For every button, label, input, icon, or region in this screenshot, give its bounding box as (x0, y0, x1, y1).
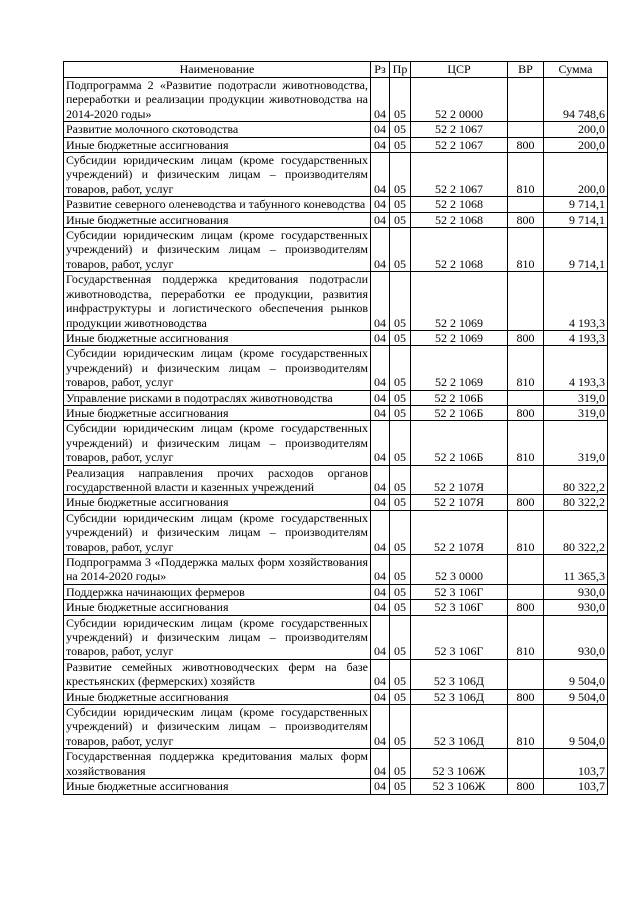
cell-pr: 05 (390, 272, 411, 331)
cell-csr: 52 3 106Г (411, 584, 508, 599)
table-row-16 (64, 510, 608, 554)
table-row-9 (64, 330, 608, 345)
cell-vr: 810 (508, 421, 544, 465)
cell-name: Иные бюджетные ассигнования (64, 600, 371, 615)
cell-name: Субсидии юридическим лицам (кроме государственных учреждений) и физическим лицам – производителям товаров, работ, услуг (64, 705, 371, 749)
cell-csr: 52 3 106Д (411, 659, 508, 689)
cell-rz: 04 (371, 584, 390, 599)
cell-pr: 05 (390, 197, 411, 212)
cell-csr: 52 2 1068 (411, 228, 508, 272)
cell-rz: 04 (371, 615, 390, 659)
cell-vr (508, 749, 544, 779)
cell-csr: 52 2 1069 (411, 346, 508, 390)
cell-rz: 04 (371, 779, 390, 794)
cell-vr (508, 659, 544, 689)
cell-name: Субсидии юридическим лицам (кроме государственных учреждений) и физическим лицам – производителям товаров, работ, услуг (64, 153, 371, 197)
cell-name: Иные бюджетные ассигнования (64, 330, 371, 345)
cell-rz: 04 (371, 421, 390, 465)
table-row-13 (64, 421, 608, 465)
cell-pr: 05 (390, 421, 411, 465)
cell-name: Субсидии юридическим лицам (кроме государственных учреждений) и физическим лицам – производителям товаров, работ, услуг (64, 615, 371, 659)
cell-rz: 04 (371, 137, 390, 152)
cell-csr: 52 2 0000 (411, 78, 508, 122)
cell-vr: 800 (508, 330, 544, 345)
cell-sum: 9 504,0 (544, 689, 608, 704)
cell-sum: 80 322,2 (544, 510, 608, 554)
cell-name: Иные бюджетные ассигнования (64, 495, 371, 510)
cell-rz: 04 (371, 212, 390, 227)
cell-vr: 810 (508, 228, 544, 272)
table-row-24 (64, 749, 608, 779)
cell-rz: 04 (371, 405, 390, 420)
cell-vr: 810 (508, 346, 544, 390)
cell-csr: 52 2 1067 (411, 122, 508, 137)
cell-sum: 930,0 (544, 615, 608, 659)
cell-name: Развитие северного оленеводства и табунного коневодства (64, 197, 371, 212)
cell-csr: 52 2 1067 (411, 137, 508, 152)
cell-rz: 04 (371, 272, 390, 331)
table-row-14 (64, 465, 608, 495)
cell-name: Иные бюджетные ассигнования (64, 212, 371, 227)
cell-csr: 52 2 1069 (411, 330, 508, 345)
cell-name: Иные бюджетные ассигнования (64, 405, 371, 420)
cell-vr (508, 465, 544, 495)
cell-sum: 9 504,0 (544, 705, 608, 749)
cell-csr: 52 3 106Г (411, 600, 508, 615)
cell-sum: 9 504,0 (544, 659, 608, 689)
cell-rz: 04 (371, 390, 390, 405)
cell-name: Государственная поддержка кредитования малых форм хозяйствования (64, 749, 371, 779)
table-row-21 (64, 659, 608, 689)
cell-sum: 103,7 (544, 749, 608, 779)
cell-pr: 05 (390, 212, 411, 227)
cell-pr: 05 (390, 330, 411, 345)
cell-name: Подпрограмма 3 «Поддержка малых форм хозяйствования на 2014-2020 годы» (64, 555, 371, 585)
cell-pr: 05 (390, 555, 411, 585)
cell-vr: 800 (508, 405, 544, 420)
table-row-6 (64, 212, 608, 227)
cell-sum: 319,0 (544, 421, 608, 465)
cell-pr: 05 (390, 153, 411, 197)
cell-csr: 52 2 1068 (411, 212, 508, 227)
cell-rz: 04 (371, 600, 390, 615)
cell-vr: 800 (508, 212, 544, 227)
cell-pr: 05 (390, 584, 411, 599)
cell-sum: 94 748,6 (544, 78, 608, 122)
cell-sum: 80 322,2 (544, 465, 608, 495)
cell-rz: 04 (371, 689, 390, 704)
header-row (64, 62, 608, 78)
cell-name: Реализация направления прочих расходов органов государственной власти и казенных учреждений (64, 465, 371, 495)
table-row-19 (64, 600, 608, 615)
header-pr: Пр (390, 62, 411, 78)
cell-sum: 200,0 (544, 122, 608, 137)
cell-csr: 52 2 107Я (411, 465, 508, 495)
cell-vr (508, 122, 544, 137)
table-row-3 (64, 137, 608, 152)
cell-rz: 04 (371, 330, 390, 345)
table-row-22 (64, 689, 608, 704)
table-row-17 (64, 555, 608, 585)
cell-pr: 05 (390, 137, 411, 152)
cell-vr: 800 (508, 600, 544, 615)
table-row-7 (64, 228, 608, 272)
table-row-1 (64, 78, 608, 122)
cell-csr: 52 3 106Д (411, 689, 508, 704)
cell-pr: 05 (390, 510, 411, 554)
cell-name: Иные бюджетные ассигнования (64, 137, 371, 152)
cell-name: Развитие семейных животноводческих ферм на базе крестьянских (фермерских) хозяйств (64, 659, 371, 689)
cell-name: Государственная поддержка кредитования подотрасли животноводства, переработки ее продукции, развития инфраструктуры и логистического обеспечения рынков продукции животноводства (64, 272, 371, 331)
cell-pr: 05 (390, 228, 411, 272)
budget-table (63, 61, 608, 795)
table-body (64, 78, 608, 795)
cell-sum: 200,0 (544, 153, 608, 197)
cell-csr: 52 2 107Я (411, 510, 508, 554)
cell-name: Управление рисками в подотраслях животноводства (64, 390, 371, 405)
cell-pr: 05 (390, 405, 411, 420)
cell-csr: 52 2 106Б (411, 390, 508, 405)
cell-rz: 04 (371, 705, 390, 749)
cell-pr: 05 (390, 615, 411, 659)
cell-sum: 4 193,3 (544, 346, 608, 390)
cell-vr (508, 390, 544, 405)
cell-sum: 930,0 (544, 600, 608, 615)
header-csr: ЦСР (411, 62, 508, 78)
header-vr: ВР (508, 62, 544, 78)
cell-sum: 9 714,1 (544, 212, 608, 227)
table-row-8 (64, 272, 608, 331)
cell-pr: 05 (390, 779, 411, 794)
table-row-25 (64, 779, 608, 794)
cell-vr (508, 78, 544, 122)
cell-sum: 4 193,3 (544, 272, 608, 331)
cell-rz: 04 (371, 346, 390, 390)
cell-name: Иные бюджетные ассигнования (64, 779, 371, 794)
cell-name: Субсидии юридическим лицам (кроме государственных учреждений) и физическим лицам – производителям товаров, работ, услуг (64, 421, 371, 465)
header-name: Наименование (64, 62, 371, 78)
cell-rz: 04 (371, 659, 390, 689)
table-row-10 (64, 346, 608, 390)
cell-sum: 9 714,1 (544, 197, 608, 212)
table-row-12 (64, 405, 608, 420)
cell-name: Поддержка начинающих фермеров (64, 584, 371, 599)
cell-csr: 52 3 106Ж (411, 779, 508, 794)
cell-sum: 319,0 (544, 405, 608, 420)
cell-csr: 52 3 0000 (411, 555, 508, 585)
cell-pr: 05 (390, 465, 411, 495)
cell-sum: 11 365,3 (544, 555, 608, 585)
cell-pr: 05 (390, 78, 411, 122)
table-row-2 (64, 122, 608, 137)
cell-vr: 800 (508, 137, 544, 152)
cell-name: Субсидии юридическим лицам (кроме государственных учреждений) и физическим лицам – производителям товаров, работ, услуг (64, 510, 371, 554)
cell-csr: 52 3 106Ж (411, 749, 508, 779)
cell-rz: 04 (371, 153, 390, 197)
cell-rz: 04 (371, 749, 390, 779)
cell-pr: 05 (390, 689, 411, 704)
cell-sum: 930,0 (544, 584, 608, 599)
cell-csr: 52 2 106Б (411, 421, 508, 465)
cell-vr: 800 (508, 689, 544, 704)
cell-csr: 52 2 1068 (411, 197, 508, 212)
table-row-5 (64, 197, 608, 212)
cell-csr: 52 3 106Д (411, 705, 508, 749)
cell-pr: 05 (390, 495, 411, 510)
cell-pr: 05 (390, 705, 411, 749)
cell-rz: 04 (371, 555, 390, 585)
cell-pr: 05 (390, 600, 411, 615)
cell-rz: 04 (371, 228, 390, 272)
header-sum: Сумма (544, 62, 608, 78)
table-row-23 (64, 705, 608, 749)
cell-sum: 103,7 (544, 779, 608, 794)
cell-rz: 04 (371, 510, 390, 554)
cell-sum: 200,0 (544, 137, 608, 152)
cell-csr: 52 2 107Я (411, 495, 508, 510)
cell-rz: 04 (371, 465, 390, 495)
cell-rz: 04 (371, 197, 390, 212)
cell-vr (508, 555, 544, 585)
cell-name: Развитие молочного скотоводства (64, 122, 371, 137)
cell-vr (508, 272, 544, 331)
cell-rz: 04 (371, 495, 390, 510)
cell-sum: 319,0 (544, 390, 608, 405)
table-row-11 (64, 390, 608, 405)
cell-sum: 4 193,3 (544, 330, 608, 345)
table-header (64, 62, 608, 78)
cell-name: Иные бюджетные ассигнования (64, 689, 371, 704)
cell-name: Субсидии юридическим лицам (кроме государственных учреждений) и физическим лицам – производителям товаров, работ, услуг (64, 228, 371, 272)
cell-vr: 810 (508, 153, 544, 197)
cell-vr (508, 197, 544, 212)
cell-vr: 800 (508, 495, 544, 510)
cell-sum: 9 714,1 (544, 228, 608, 272)
cell-name: Субсидии юридическим лицам (кроме государственных учреждений) и физическим лицам – производителям товаров, работ, услуг (64, 346, 371, 390)
cell-pr: 05 (390, 122, 411, 137)
cell-pr: 05 (390, 659, 411, 689)
cell-pr: 05 (390, 346, 411, 390)
cell-csr: 52 2 1067 (411, 153, 508, 197)
cell-pr: 05 (390, 749, 411, 779)
cell-rz: 04 (371, 122, 390, 137)
cell-vr: 810 (508, 615, 544, 659)
table-row-18 (64, 584, 608, 599)
cell-rz: 04 (371, 78, 390, 122)
cell-csr: 52 2 1069 (411, 272, 508, 331)
cell-name: Подпрограмма 2 «Развитие подотрасли животноводства, переработки и реализации продукции животноводства на 2014-2020 годы» (64, 78, 371, 122)
table-row-15 (64, 495, 608, 510)
cell-csr: 52 2 106Б (411, 405, 508, 420)
cell-csr: 52 3 106Г (411, 615, 508, 659)
cell-sum: 80 322,2 (544, 495, 608, 510)
cell-pr: 05 (390, 390, 411, 405)
header-rz: Рз (371, 62, 390, 78)
cell-vr (508, 584, 544, 599)
cell-vr: 810 (508, 510, 544, 554)
cell-vr: 810 (508, 705, 544, 749)
cell-vr: 800 (508, 779, 544, 794)
table-row-20 (64, 615, 608, 659)
table-row-4 (64, 153, 608, 197)
